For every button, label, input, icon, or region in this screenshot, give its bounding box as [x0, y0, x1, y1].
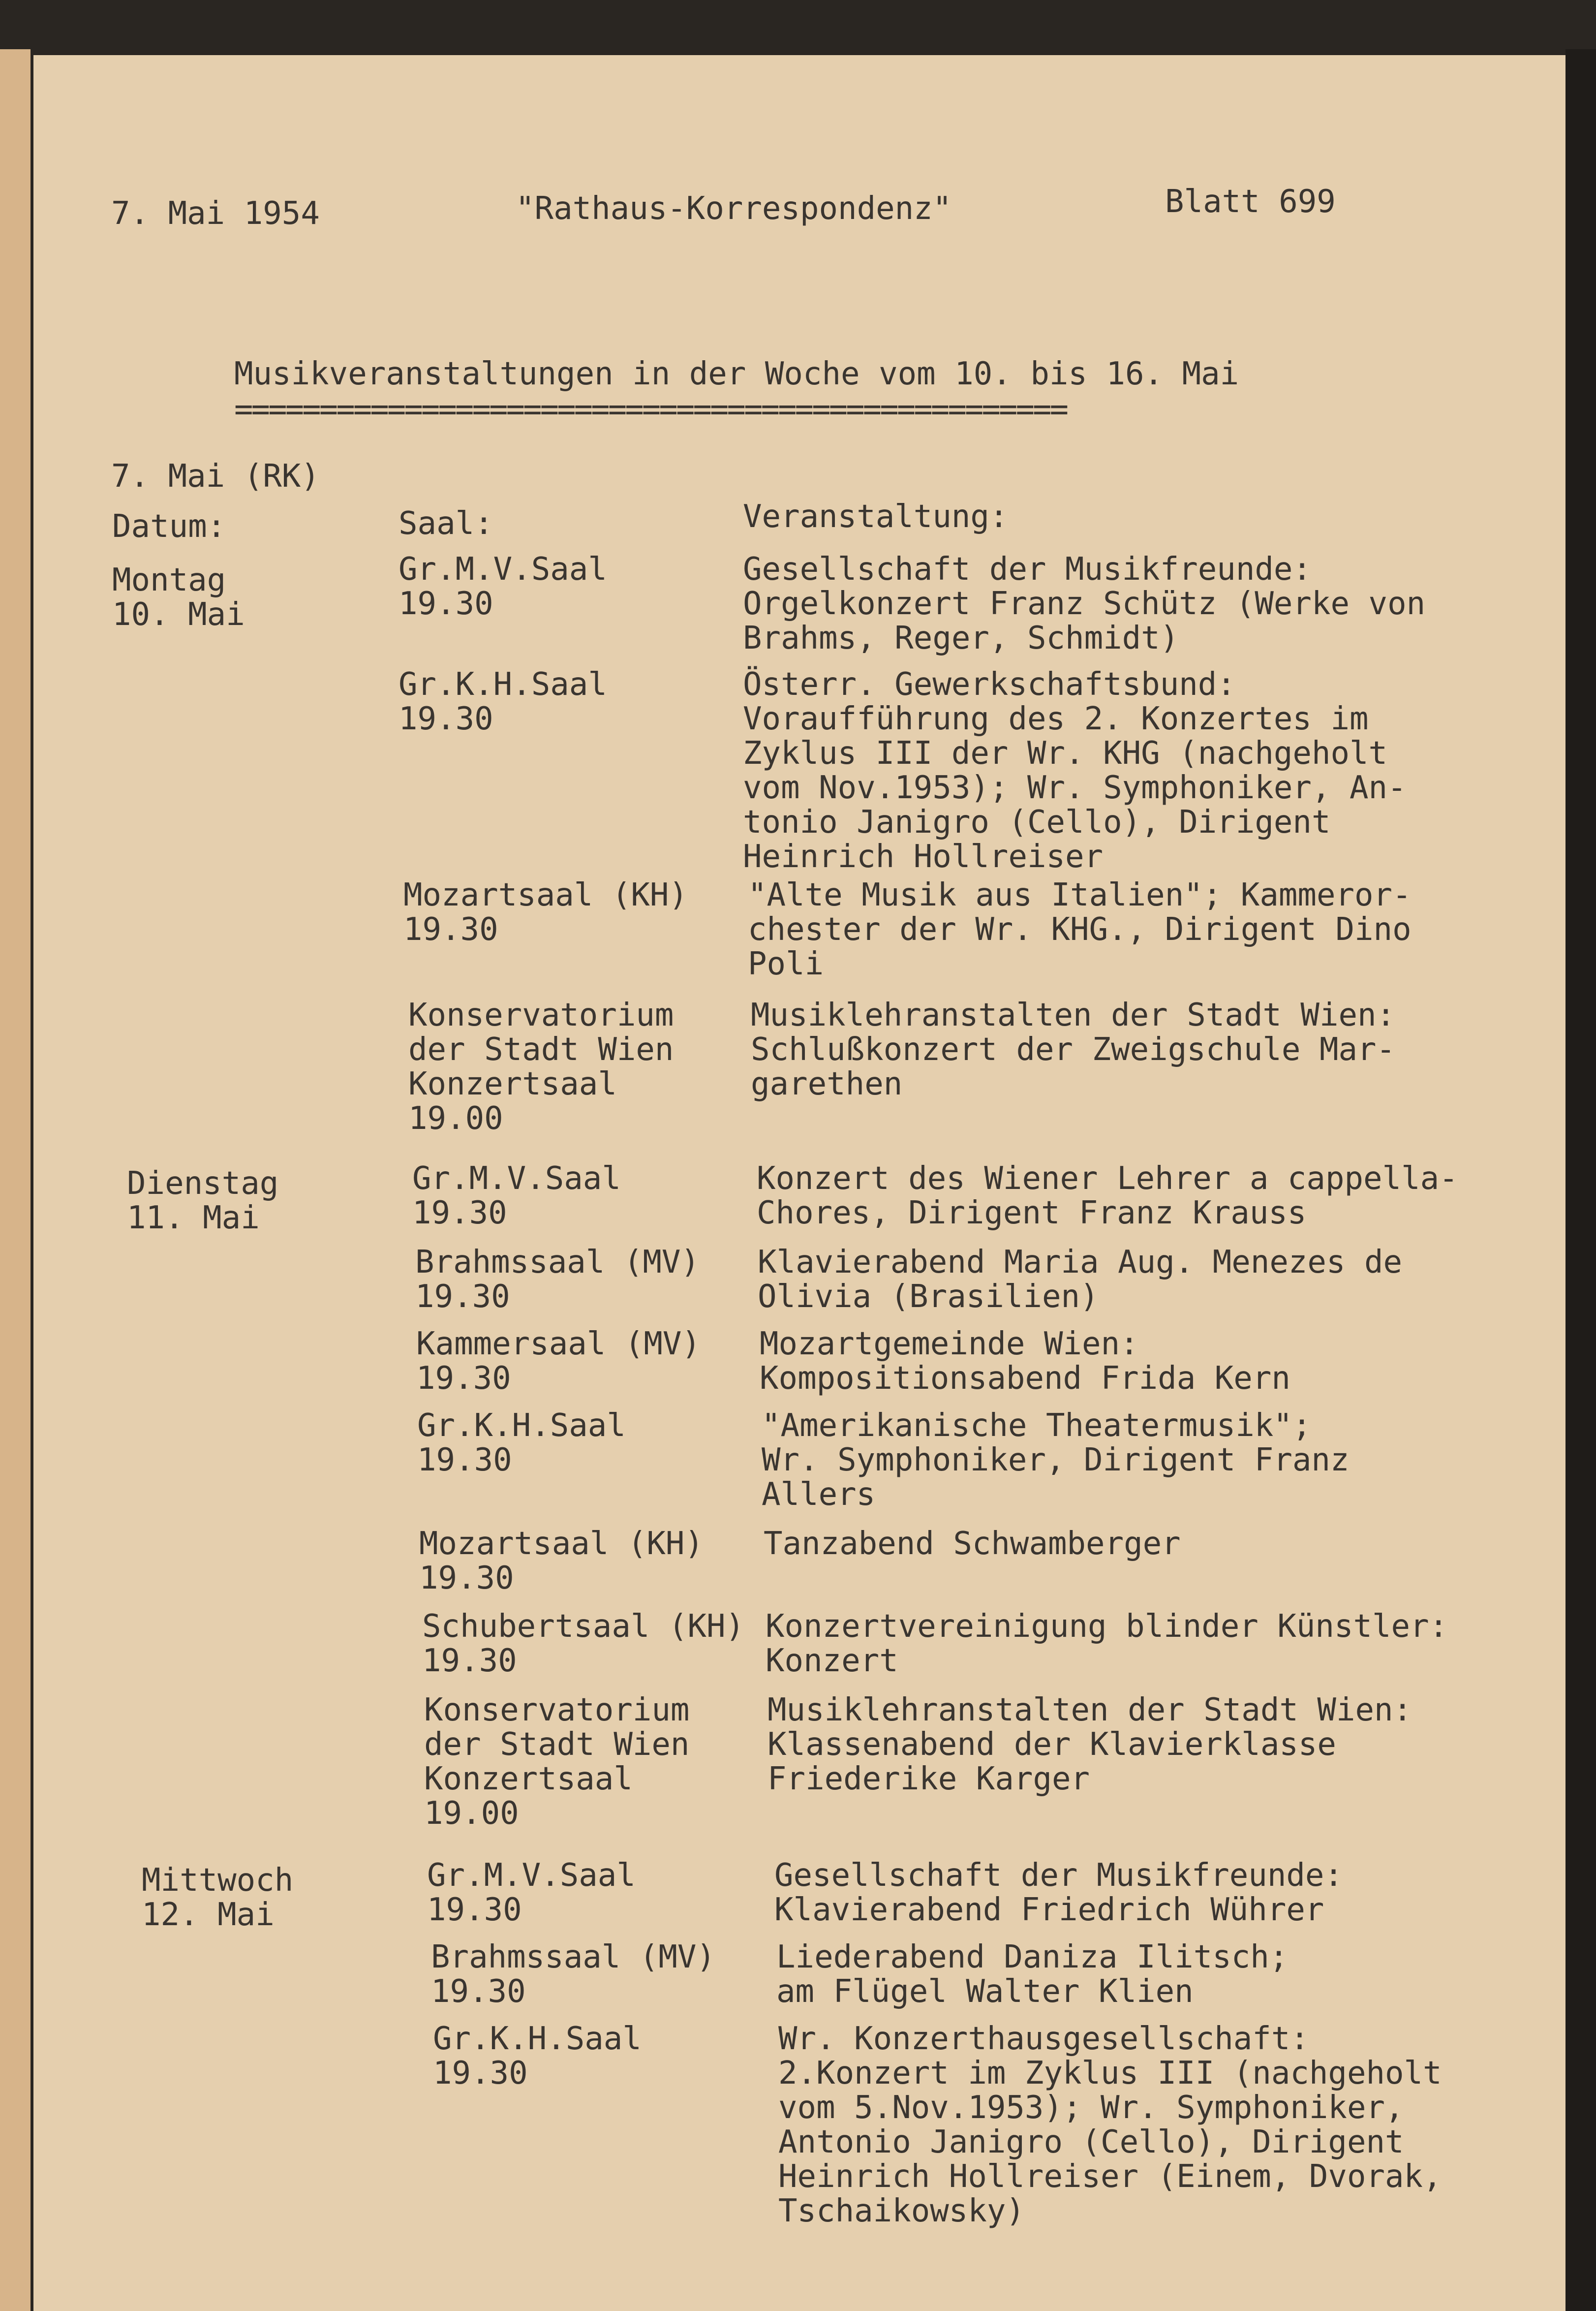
hall-line: 19.30	[419, 1560, 514, 1596]
event-line: Kompositionsabend Frida Kern	[760, 1360, 1290, 1397]
hall-line: 19.30	[415, 1279, 510, 1315]
event-cell	[767, 1693, 1412, 1796]
hall-line: Gr.M.V.Saal	[399, 551, 607, 588]
event-line: Klavierabend Friedrich Wührer	[774, 1892, 1324, 1928]
hall-cell	[408, 998, 674, 1136]
event-cell	[743, 552, 1425, 656]
document-page	[33, 55, 1565, 2311]
event-line: am Flügel Walter Klien	[776, 1973, 1194, 2010]
event-line: tonio Janigro (Cello), Dirigent	[743, 804, 1331, 841]
hall-cell	[424, 1693, 689, 1831]
event-line: Tschaikowsky)	[778, 2193, 1025, 2229]
day-label-line: Dienstag	[127, 1165, 279, 1202]
hall-cell	[417, 1408, 626, 1477]
event-line: vom 5.Nov.1953); Wr. Symphoniker,	[778, 2090, 1404, 2126]
facing-page-edge	[0, 49, 31, 2311]
hall-line: der Stadt Wien	[424, 1726, 690, 1763]
hall-line: Mozartsaal (KH)	[419, 1526, 704, 1562]
event-line: Musiklehranstalten der Stadt Wien:	[751, 997, 1396, 1033]
day-label-line: Mittwoch	[142, 1862, 294, 1899]
binding-shadow	[1565, 49, 1596, 2311]
event-line: Allers	[762, 1476, 876, 1513]
hall-cell	[433, 2022, 642, 2091]
event-line: Zyklus III der Wr. KHG (nachgeholt	[743, 735, 1388, 772]
event-line: Poli	[748, 946, 824, 982]
event-line: garethen	[751, 1066, 903, 1102]
hall-line: Gr.K.H.Saal	[417, 1407, 626, 1444]
header-date: 7. Mai 1954	[111, 195, 320, 232]
event-cell	[764, 1527, 1181, 1561]
hall-line: 19.30	[403, 911, 498, 948]
event-cell	[748, 878, 1412, 981]
hall-line: Gr.K.H.Saal	[399, 666, 607, 703]
event-line: Friederike Karger	[767, 1761, 1090, 1797]
event-line: Voraufführung des 2. Konzertes im	[743, 701, 1369, 737]
event-line: Liederabend Daniza Ilitsch;	[776, 1939, 1289, 1975]
event-line: Mozartgemeinde Wien:	[760, 1326, 1139, 1362]
event-cell	[774, 1858, 1343, 1927]
day-label-line: 11. Mai	[127, 1200, 260, 1236]
column-header-date: Datum:	[112, 508, 226, 545]
hall-cell	[431, 1940, 715, 2009]
event-line: "Alte Musik aus Italien"; Kammeror-	[748, 877, 1412, 913]
hall-line: 19.00	[424, 1795, 519, 1832]
event-line: Wr. Konzerthausgesellschaft:	[778, 2021, 1309, 2057]
event-line: Olivia (Brasilien)	[758, 1279, 1099, 1315]
hall-cell	[399, 552, 607, 621]
event-cell	[776, 1940, 1288, 2009]
day-label	[142, 1863, 293, 1932]
event-line: vom Nov.1953); Wr. Symphoniker, An-	[743, 770, 1407, 806]
hall-line: 19.30	[412, 1195, 507, 1231]
hall-line: Konservatorium	[424, 1692, 690, 1728]
hall-line: Gr.M.V.Saal	[427, 1857, 636, 1894]
event-line: Antonio Janigro (Cello), Dirigent	[778, 2124, 1404, 2160]
header-sheet: Blatt 699	[1165, 184, 1336, 220]
hall-cell	[427, 1858, 636, 1927]
hall-line: 19.30	[399, 701, 493, 737]
column-header-event: Veranstaltung:	[743, 499, 1009, 535]
event-cell	[778, 2022, 1442, 2228]
hall-line: Gr.M.V.Saal	[412, 1160, 621, 1197]
event-line: 2.Konzert im Zyklus III (nachgeholt	[778, 2055, 1442, 2092]
event-line: Chores, Dirigent Franz Krauss	[757, 1195, 1307, 1231]
hall-line: der Stadt Wien	[408, 1031, 674, 1068]
event-line: Konzertvereinigung blinder Künstler:	[766, 1608, 1448, 1645]
hall-line: 19.30	[431, 1973, 526, 2010]
event-cell	[757, 1161, 1458, 1230]
event-line: Klavierabend Maria Aug. Menezes de	[758, 1244, 1403, 1280]
event-line: Klassenabend der Klavierklasse	[767, 1726, 1336, 1763]
hall-cell	[422, 1609, 744, 1678]
event-cell	[758, 1245, 1402, 1314]
event-line: Schlußkonzert der Zweigschule Mar-	[751, 1031, 1396, 1068]
event-line: Tanzabend Schwamberger	[764, 1526, 1181, 1562]
column-header-hall: Saal:	[399, 505, 493, 542]
event-line: Konzert	[766, 1643, 898, 1679]
hall-cell	[403, 878, 688, 947]
page-title: Musikveranstaltungen in der Woche vom 10. bis 16. Mai	[234, 356, 1239, 392]
event-line: Heinrich Hollreiser (Einem, Dvorak,	[778, 2158, 1442, 2195]
event-cell	[760, 1327, 1290, 1396]
event-line: Orgelkonzert Franz Schütz (Werke von	[743, 586, 1426, 622]
day-label-line: Montag	[112, 562, 226, 598]
event-line: Brahms, Reger, Schmidt)	[743, 620, 1179, 656]
hall-line: 19.30	[427, 1892, 522, 1928]
event-cell	[766, 1609, 1448, 1678]
hall-line: Brahmssaal (MV)	[431, 1939, 715, 1975]
hall-cell	[399, 667, 607, 736]
hall-line: Gr.K.H.Saal	[433, 2021, 642, 2057]
hall-line: Kammersaal (MV)	[416, 1326, 701, 1362]
hall-cell	[415, 1245, 700, 1314]
hall-cell	[412, 1161, 621, 1230]
event-cell	[743, 667, 1407, 874]
header-title: "Rathaus-Korrespondenz"	[516, 190, 952, 227]
hall-line: Schubertsaal (KH)	[422, 1608, 745, 1645]
day-label	[127, 1166, 278, 1235]
event-line: Gesellschaft der Musikfreunde:	[743, 551, 1312, 588]
event-line: Österr. Gewerkschaftsbund:	[743, 666, 1236, 703]
hall-line: Konzertsaal	[408, 1066, 617, 1102]
event-line: Musiklehranstalten der Stadt Wien:	[767, 1692, 1412, 1728]
hall-line: 19.30	[416, 1360, 511, 1397]
hall-line: 19.00	[408, 1100, 503, 1137]
event-line: Heinrich Hollreiser	[743, 839, 1104, 875]
hall-cell	[416, 1327, 701, 1396]
hall-line: Konzertsaal	[424, 1761, 633, 1797]
event-line: Wr. Symphoniker, Dirigent Franz	[762, 1442, 1350, 1478]
day-label-line: 10. Mai	[112, 596, 245, 633]
dateline: 7. Mai (RK)	[111, 458, 320, 495]
hall-line: 19.30	[433, 2055, 528, 2092]
event-line: Konzert des Wiener Lehrer a cappella-	[757, 1160, 1458, 1197]
day-label-line: 12. Mai	[142, 1897, 275, 1933]
event-cell	[751, 998, 1395, 1101]
hall-line: 19.30	[422, 1643, 517, 1679]
event-cell	[762, 1408, 1349, 1512]
day-label	[112, 563, 245, 632]
hall-cell	[419, 1527, 704, 1595]
hall-line: 19.30	[399, 586, 493, 622]
hall-line: Mozartsaal (KH)	[403, 877, 688, 913]
event-line: Gesellschaft der Musikfreunde:	[774, 1857, 1343, 1894]
hall-line: Brahmssaal (MV)	[415, 1244, 700, 1280]
title-underline: =================================================	[234, 394, 1067, 425]
hall-line: 19.30	[417, 1442, 512, 1478]
hall-line: Konservatorium	[408, 997, 674, 1033]
event-line: "Amerikanische Theatermusik";	[762, 1407, 1312, 1444]
event-line: chester der Wr. KHG., Dirigent Dino	[748, 911, 1412, 948]
